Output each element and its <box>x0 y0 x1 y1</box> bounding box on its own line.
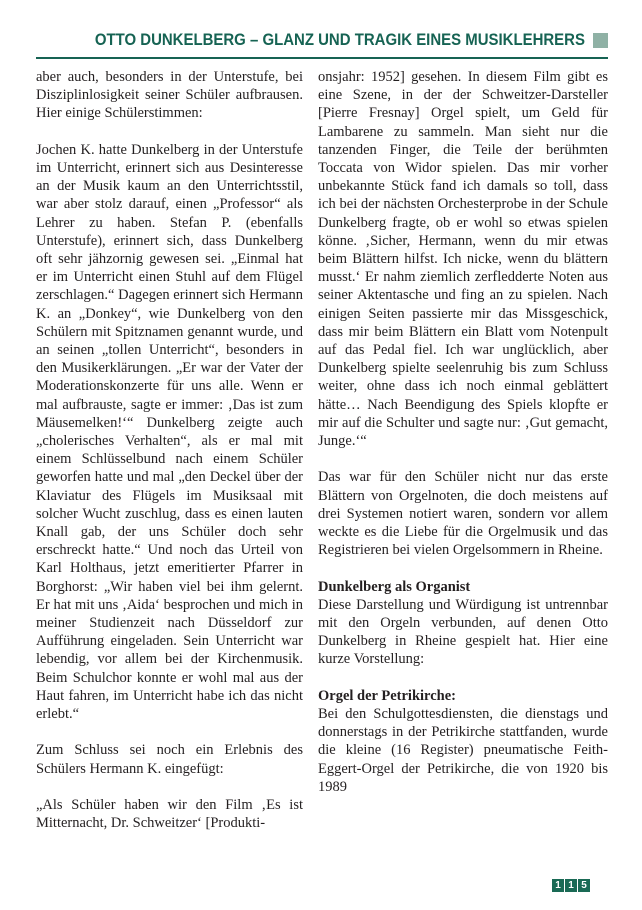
header-row <box>0 0 642 50</box>
page-number <box>552 879 590 892</box>
body-paragraph: Zum Schluss sei noch ein Erlebnis des Schülers Hermann K. eingefügt: <box>36 742 303 777</box>
page-header <box>0 0 642 59</box>
body-paragraph: „Als Schüler haben wir den Film ‚Es ist Mitternacht, Dr. Schweitzer‘ [Produkti- <box>36 797 303 832</box>
text-column-left <box>36 68 303 851</box>
body-paragraph: Bei den Schulgottesdiensten, die dienstags und donnerstags in der Petrikirche stattfanden, wurde die kleine (16 Register) pneumatische Feith-Eggert-Orgel der Petrikirche, die von 1920 bis 1989 <box>318 706 608 795</box>
body-paragraph: aber auch, besonders in der Unterstufe, bei Disziplinlosigkeit seiner Schüler aufbrausen. Hier einige Schülerstimmen: <box>36 69 303 122</box>
page-number-digit: 1 <box>565 879 577 892</box>
two-column-text-area <box>0 59 642 851</box>
text-column-right <box>318 68 608 851</box>
page-number-digit: 5 <box>578 879 590 892</box>
header-accent-square-icon <box>593 33 608 48</box>
section-heading: Dunkelberg als Organist <box>318 578 471 595</box>
section-heading: Orgel der Petrikirche: <box>318 687 456 704</box>
body-paragraph: Jochen K. hatte Dunkelberg in der Unterstufe im Unterricht, erinnert sich aus Desinteresse an der Musik kaum an den Unterrichtsstil, war aber stolz darauf, einen „Professor“ als Lehrer zu haben. Stefan P. (ebenfalls Unterstufe), erinnert sich, dass Dunkelberg oft sehr jähzornig gewesen sei. „Einmal hat er im Unterricht einen Stuhl auf dem Flügel zerschlagen.“ Dagegen erinnert sich Hermann K. an „Donkey“, wie Dunkelberg von den Schülern mit Spitznamen genannt wurde, und an seinen „tollen Unterricht“, besonders in den Musikerklärungen. „Er war der Vater der Moderationskonzerte für uns alle. Wenn er mal aufbrauste, sagte er immer: ‚Das ist zum Mäusemelken!‘“ Dunkelberg zeigte auch „cholerisches Verhalten“, als er mal mit einem Schlüsselbund nach einem Schüler geworfen hatte und mal „den Deckel über der Klaviatur des Flügels im Musiksaal mit solcher Wucht zuschlug, dass es einen lauten Knall gab, der uns Schüler doch sehr erschreckt hatte.“ Und noch das Urteil von Karl Holthaus, jetzt emeritierter Pfarrer in Borghorst: „Wir haben viel bei ihm gelernt. Er hat mit uns ‚Aida‘ besprochen und mich in meiner Studienzeit nach Düsseldorf zur Aufführung eingeladen. Sein Unterricht war lebendig, vor allem bei der Kirchenmusik. Beim Schulchor konnte er wohl mal aus der Haut fahren, im Unterricht habe ich das nicht erlebt.“ <box>36 141 303 723</box>
body-paragraph: Diese Darstellung und Würdigung ist untrennbar mit den Orgeln verbunden, auf denen Otto Dunkelberg in Rheine gespielt hat. Hier eine kurze Vorstellung: <box>318 596 608 668</box>
page-title: OTTO DUNKELBERG – GLANZ UND TRAGIK EINES MUSIKLEHRERS <box>94 30 585 49</box>
page-number-digit: 1 <box>552 879 564 892</box>
body-paragraph: Das war für den Schüler nicht nur das erste Blättern von Orgelnoten, die doch meistens auf drei Systemen notiert waren, sondern vor allem weckte es die Liebe für die Orgelmusik und das Registrieren bei vielen Orgelsommern in Rheine. <box>318 469 608 559</box>
body-paragraph: onsjahr: 1952] gesehen. In diesem Film gibt es eine Szene, in der der Schweitzer-Darsteller [Pierre Fresnay] Orgel spielt, um Geld für Lambarene zu sammeln. Man sieht nur die tanzenden Finger, die Teile der berühmten Toccata von Widor spielen. Das mir vorher unbekannte Stück fand ich damals so toll, dass ich bei der nächsten Orchesterprobe in der Schule Dunkelberg fragte, ob er wohl so etwas spielen könne. ‚Sicher, Hermann, wenn du mir etwas beim Blättern hilfst. Ich nicke, wenn du blättern musst.‘ Er nahm ziemlich zerfledderte Noten aus seiner Aktentasche und fing an zu spielen. Nach einigen Seiten passierte mir das Missgeschick, dass mir beim Blättern ein Blatt vom Notenpult auf das Pedal fiel. Ich war unglücklich, aber Dunkelberg spielte seelenruhig bis zum Schluss weiter, ohne dass ich noch einmal geblättert hätte… Nach Beendigung des Spiels klopfte er mir auf die Schulter und sagte nur: ‚Gut gemacht, Junge.‘“ <box>318 69 608 450</box>
